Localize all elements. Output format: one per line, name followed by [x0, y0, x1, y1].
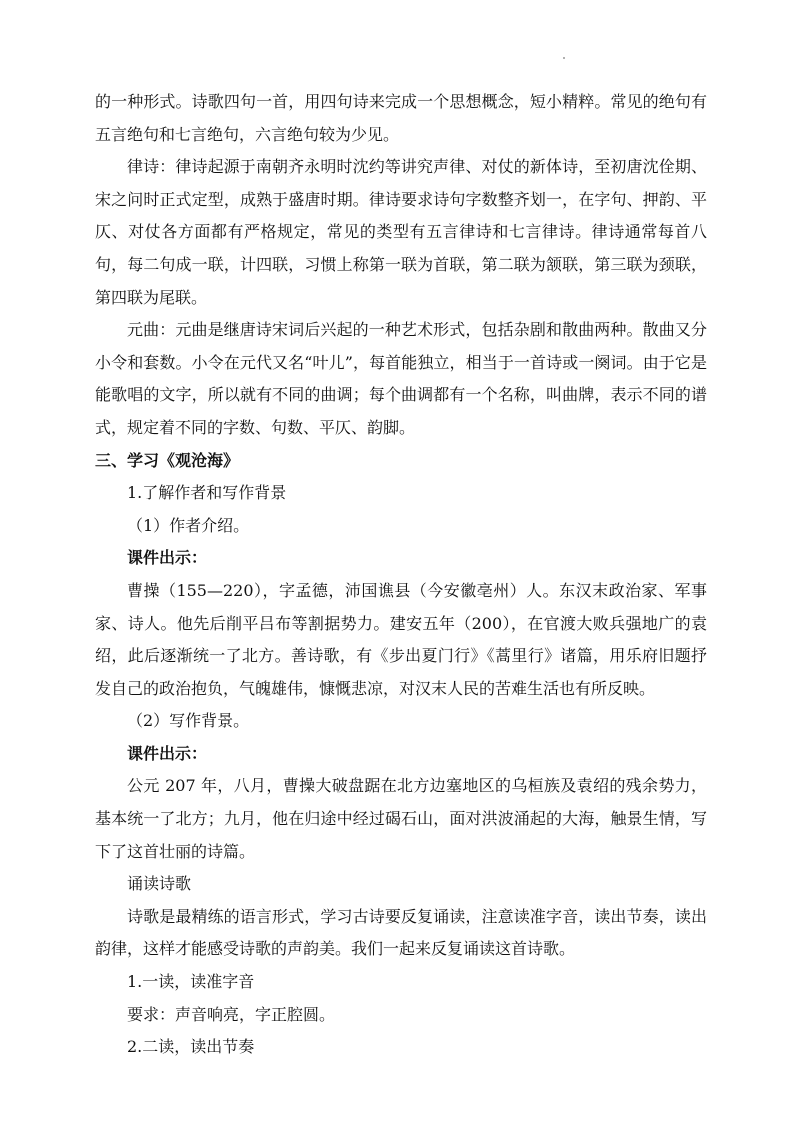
courseware-label-2: 课件出示： [127, 743, 208, 763]
item-author-intro: （1）作者介绍。 [127, 515, 250, 535]
document-body [95, 86, 707, 1064]
paragraph-recite: 诗歌是最精练的语言形式，学习古诗要反复诵读，注意读准字音，读出节奏，读出韵律，这样才能感受诗歌的声韵美。我们一起来反复诵读这首诗歌。 [95, 906, 707, 959]
paragraph-lvshi: 律诗：律诗起源于南朝齐永明时沈约等讲究声律、对仗的新体诗，至初唐沈佺期、宋之问时正式定型，成熟于盛唐时期。律诗要求诗句字数整齐划一，在字句、押韵、平仄、对仗各方面都有严格规定，常见的类型有五言律诗和七言律诗。律诗通常每首八句，每二句成一联，计四联，习惯上称第一联为首联，第二联为颔联，第三联为颈联，第四联为尾联。 [95, 157, 707, 307]
subheading-author-background: 1.了解作者和写作背景 [127, 483, 287, 503]
paragraph-jueju-end: 的一种形式。诗歌四句一首，用四句诗来完成一个思想概念，短小精粹。常见的绝句有五言绝句和七言绝句，六言绝句较为少见。 [95, 92, 707, 144]
courseware-label-1: 课件出示： [127, 548, 208, 568]
page-mark [563, 57, 565, 59]
step-first-reading: 1.一读，读准字音 [127, 972, 255, 992]
requirement-first-reading: 要求：声音响亮，字正腔圆。 [127, 1004, 336, 1024]
step-second-reading: 2.二读，读出节奏 [127, 1037, 255, 1057]
paragraph-cao-cao: 曹操（155—220），字孟德，沛国谯县（今安徽亳州）人。东汉末政治家、军事家、诗人。他先后削平吕布等割据势力。建安五年（200），在官渡大败兵强地广的袁绍，此后逐渐统一了北方。善诗歌，有《步出夏门行》《蒿里行》诸篇，用乐府旧题抒发自己的政治抱负，气魄雄伟，慷慨悲凉，对汉末人民的苦难生活也有所反映。 [95, 580, 707, 698]
item-writing-background: （2）写作背景。 [127, 711, 250, 731]
subheading-recite: 诵读诗歌 [127, 874, 192, 894]
paragraph-yuanqu: 元曲：元曲是继唐诗宋词后兴起的一种艺术形式，包括杂剧和散曲两种。散曲又分小令和套数。小令在元代又名“叶儿”，每首能独立，相当于一首诗或一阕词。由于它是能歌唱的文字，所以就有不同的曲调；每个曲调都有一个名称，叫曲牌，表示不同的谱式，规定着不同的字数、句数、平仄、韵脚。 [95, 320, 707, 437]
paragraph-background: 公元 207 年，八月，曹操大破盘踞在北方边塞地区的乌桓族及袁绍的残余势力，基本统一了北方；九月，他在归途中经过碣石山，面对洪波涌起的大海，触景生情，写下了这首壮丽的诗篇。 [95, 776, 707, 861]
section-heading: 三、学习《观沧海》 [95, 450, 240, 470]
